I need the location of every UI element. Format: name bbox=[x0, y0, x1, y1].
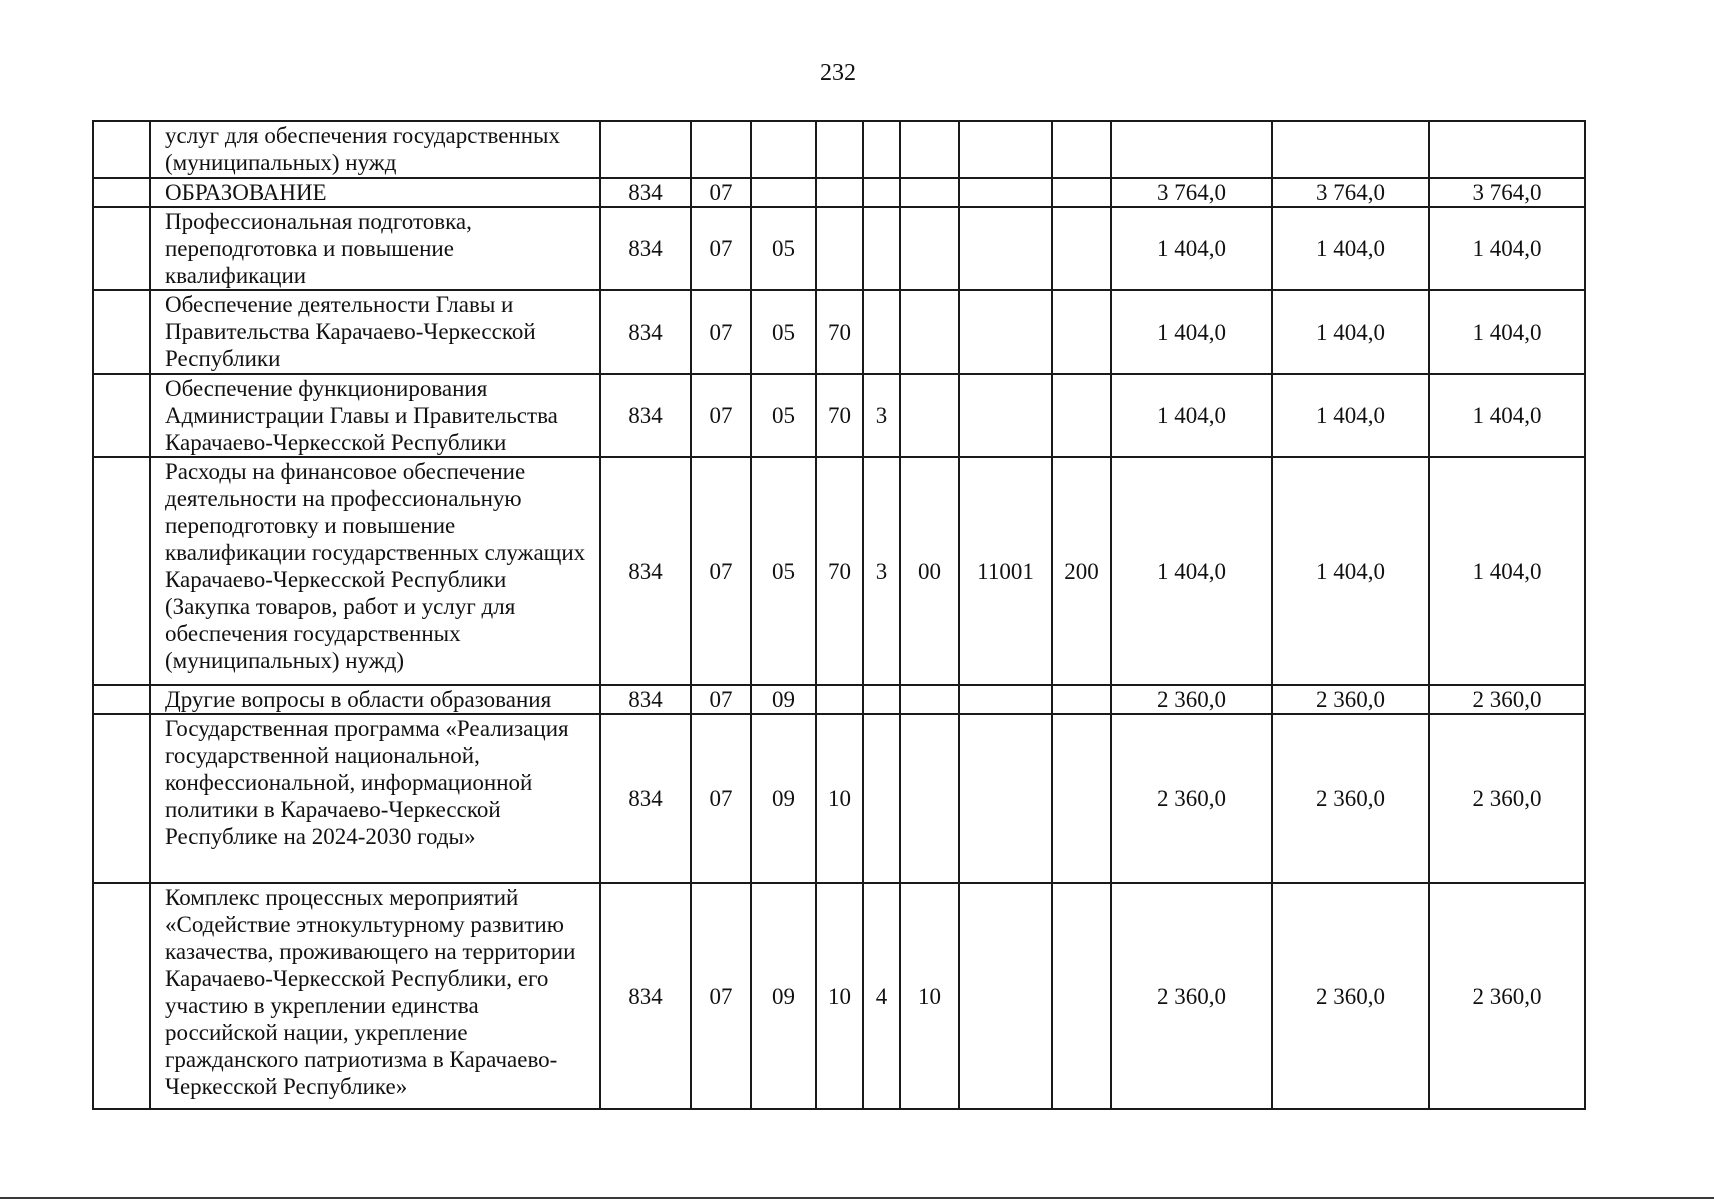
cell-p4 bbox=[959, 207, 1052, 290]
budget-table bbox=[92, 120, 1586, 1110]
cell-s2: 3 764,0 bbox=[1272, 178, 1429, 207]
cell-name: услуг для обеспечения государственных (муниципальных) нужд bbox=[150, 121, 600, 178]
cell-p3: 10 bbox=[900, 883, 959, 1109]
cell-p4 bbox=[959, 685, 1052, 714]
cell-s1: 2 360,0 bbox=[1111, 714, 1272, 883]
cell-blank bbox=[93, 374, 150, 457]
cell-p1 bbox=[816, 207, 863, 290]
cell-s2: 2 360,0 bbox=[1272, 685, 1429, 714]
cell-s3: 2 360,0 bbox=[1429, 714, 1585, 883]
cell-s3: 1 404,0 bbox=[1429, 374, 1585, 457]
cell-s2 bbox=[1272, 121, 1429, 178]
cell-name: Государственная программа «Реализация государственной национальной, конфессиональной, информационной политики в Карачаево-Черкесской Республике на 2024-2030 годы» bbox=[150, 714, 600, 883]
table-row bbox=[93, 374, 1585, 457]
cell-p1: 70 bbox=[816, 457, 863, 685]
cell-pr: 05 bbox=[751, 207, 816, 290]
cell-blank bbox=[93, 207, 150, 290]
cell-p4 bbox=[959, 714, 1052, 883]
cell-name: Профессиональная подготовка, переподготовка и повышение квалификации bbox=[150, 207, 600, 290]
cell-s3: 1 404,0 bbox=[1429, 457, 1585, 685]
cell-s1: 1 404,0 bbox=[1111, 207, 1272, 290]
bottom-rule bbox=[0, 1197, 1714, 1199]
cell-blank bbox=[93, 714, 150, 883]
cell-p2 bbox=[863, 121, 900, 178]
cell-p3 bbox=[900, 714, 959, 883]
cell-p3 bbox=[900, 374, 959, 457]
cell-p1 bbox=[816, 178, 863, 207]
cell-vr: 200 bbox=[1052, 457, 1111, 685]
table-row bbox=[93, 883, 1585, 1109]
cell-pr bbox=[751, 178, 816, 207]
cell-vr bbox=[1052, 883, 1111, 1109]
cell-rz: 07 bbox=[691, 374, 751, 457]
table-row bbox=[93, 290, 1585, 374]
cell-p3 bbox=[900, 685, 959, 714]
cell-s1 bbox=[1111, 121, 1272, 178]
cell-p3 bbox=[900, 207, 959, 290]
cell-s1: 2 360,0 bbox=[1111, 883, 1272, 1109]
cell-p2 bbox=[863, 178, 900, 207]
cell-adm: 834 bbox=[600, 685, 691, 714]
cell-blank bbox=[93, 883, 150, 1109]
cell-s1: 3 764,0 bbox=[1111, 178, 1272, 207]
cell-blank bbox=[93, 121, 150, 178]
table-row bbox=[93, 714, 1585, 883]
cell-adm: 834 bbox=[600, 457, 691, 685]
cell-rz bbox=[691, 121, 751, 178]
cell-p1: 70 bbox=[816, 374, 863, 457]
cell-rz: 07 bbox=[691, 178, 751, 207]
cell-p4 bbox=[959, 374, 1052, 457]
cell-p2: 3 bbox=[863, 457, 900, 685]
cell-rz: 07 bbox=[691, 685, 751, 714]
cell-p2 bbox=[863, 685, 900, 714]
cell-vr bbox=[1052, 207, 1111, 290]
table-row bbox=[93, 685, 1585, 714]
cell-rz: 07 bbox=[691, 883, 751, 1109]
cell-s2: 2 360,0 bbox=[1272, 714, 1429, 883]
cell-blank bbox=[93, 178, 150, 207]
cell-blank bbox=[93, 457, 150, 685]
cell-p4 bbox=[959, 883, 1052, 1109]
cell-blank bbox=[93, 290, 150, 374]
cell-name: ОБРАЗОВАНИЕ bbox=[150, 178, 600, 207]
cell-pr: 05 bbox=[751, 374, 816, 457]
cell-p4: 11001 bbox=[959, 457, 1052, 685]
cell-p3 bbox=[900, 178, 959, 207]
cell-pr: 09 bbox=[751, 714, 816, 883]
cell-name: Комплекс процессных мероприятий «Содействие этнокультурному развитию казачества, проживающего на территории Карачаево-Черкесской Республики, его участию в укреплении единства российской нации, укрепление гражданского патриотизма в Карачаево-Черкесской Республике» bbox=[150, 883, 600, 1109]
cell-name: Обеспечение деятельности Главы и Правительства Карачаево-Черкесской Республики bbox=[150, 290, 600, 374]
cell-p3: 00 bbox=[900, 457, 959, 685]
cell-rz: 07 bbox=[691, 457, 751, 685]
cell-adm: 834 bbox=[600, 178, 691, 207]
cell-s3: 1 404,0 bbox=[1429, 207, 1585, 290]
cell-p2: 3 bbox=[863, 374, 900, 457]
cell-p1 bbox=[816, 685, 863, 714]
cell-name: Другие вопросы в области образования bbox=[150, 685, 600, 714]
cell-adm: 834 bbox=[600, 374, 691, 457]
cell-pr: 09 bbox=[751, 685, 816, 714]
cell-s2: 1 404,0 bbox=[1272, 207, 1429, 290]
cell-vr bbox=[1052, 121, 1111, 178]
table-row bbox=[93, 207, 1585, 290]
cell-name: Расходы на финансовое обеспечение деятельности на профессиональную переподготовку и повышение квалификации государственных служащих Карачаево-Черкесской Республики (Закупка товаров, работ и услуг для обеспечения государственных (муниципальных) нужд) bbox=[150, 457, 600, 685]
cell-vr bbox=[1052, 374, 1111, 457]
cell-p2 bbox=[863, 207, 900, 290]
cell-rz: 07 bbox=[691, 714, 751, 883]
cell-adm bbox=[600, 121, 691, 178]
cell-s2: 1 404,0 bbox=[1272, 374, 1429, 457]
cell-adm: 834 bbox=[600, 883, 691, 1109]
cell-s1: 1 404,0 bbox=[1111, 374, 1272, 457]
table-row bbox=[93, 457, 1585, 685]
table-row bbox=[93, 178, 1585, 207]
cell-p1: 10 bbox=[816, 714, 863, 883]
page-number: 232 bbox=[820, 60, 856, 86]
cell-rz: 07 bbox=[691, 207, 751, 290]
cell-p3 bbox=[900, 290, 959, 374]
cell-pr: 05 bbox=[751, 457, 816, 685]
cell-s1: 2 360,0 bbox=[1111, 685, 1272, 714]
cell-adm: 834 bbox=[600, 290, 691, 374]
cell-s2: 1 404,0 bbox=[1272, 457, 1429, 685]
cell-p2 bbox=[863, 714, 900, 883]
cell-s3: 3 764,0 bbox=[1429, 178, 1585, 207]
cell-name: Обеспечение функционирования Администрации Главы и Правительства Карачаево-Черкесской Республики bbox=[150, 374, 600, 457]
cell-pr: 05 bbox=[751, 290, 816, 374]
cell-s2: 2 360,0 bbox=[1272, 883, 1429, 1109]
cell-s3: 2 360,0 bbox=[1429, 883, 1585, 1109]
cell-p1: 70 bbox=[816, 290, 863, 374]
cell-vr bbox=[1052, 178, 1111, 207]
cell-s1: 1 404,0 bbox=[1111, 290, 1272, 374]
cell-vr bbox=[1052, 290, 1111, 374]
cell-pr: 09 bbox=[751, 883, 816, 1109]
cell-s1: 1 404,0 bbox=[1111, 457, 1272, 685]
cell-p1 bbox=[816, 121, 863, 178]
table-row bbox=[93, 121, 1585, 178]
cell-blank bbox=[93, 685, 150, 714]
cell-adm: 834 bbox=[600, 714, 691, 883]
cell-s3: 1 404,0 bbox=[1429, 290, 1585, 374]
cell-p4 bbox=[959, 290, 1052, 374]
cell-p2: 4 bbox=[863, 883, 900, 1109]
cell-p1: 10 bbox=[816, 883, 863, 1109]
cell-p4 bbox=[959, 178, 1052, 207]
cell-vr bbox=[1052, 685, 1111, 714]
cell-vr bbox=[1052, 714, 1111, 883]
cell-rz: 07 bbox=[691, 290, 751, 374]
cell-s2: 1 404,0 bbox=[1272, 290, 1429, 374]
cell-adm: 834 bbox=[600, 207, 691, 290]
table-body bbox=[93, 121, 1585, 1109]
cell-s3 bbox=[1429, 121, 1585, 178]
cell-p4 bbox=[959, 121, 1052, 178]
cell-s3: 2 360,0 bbox=[1429, 685, 1585, 714]
cell-p2 bbox=[863, 290, 900, 374]
cell-pr bbox=[751, 121, 816, 178]
cell-p3 bbox=[900, 121, 959, 178]
